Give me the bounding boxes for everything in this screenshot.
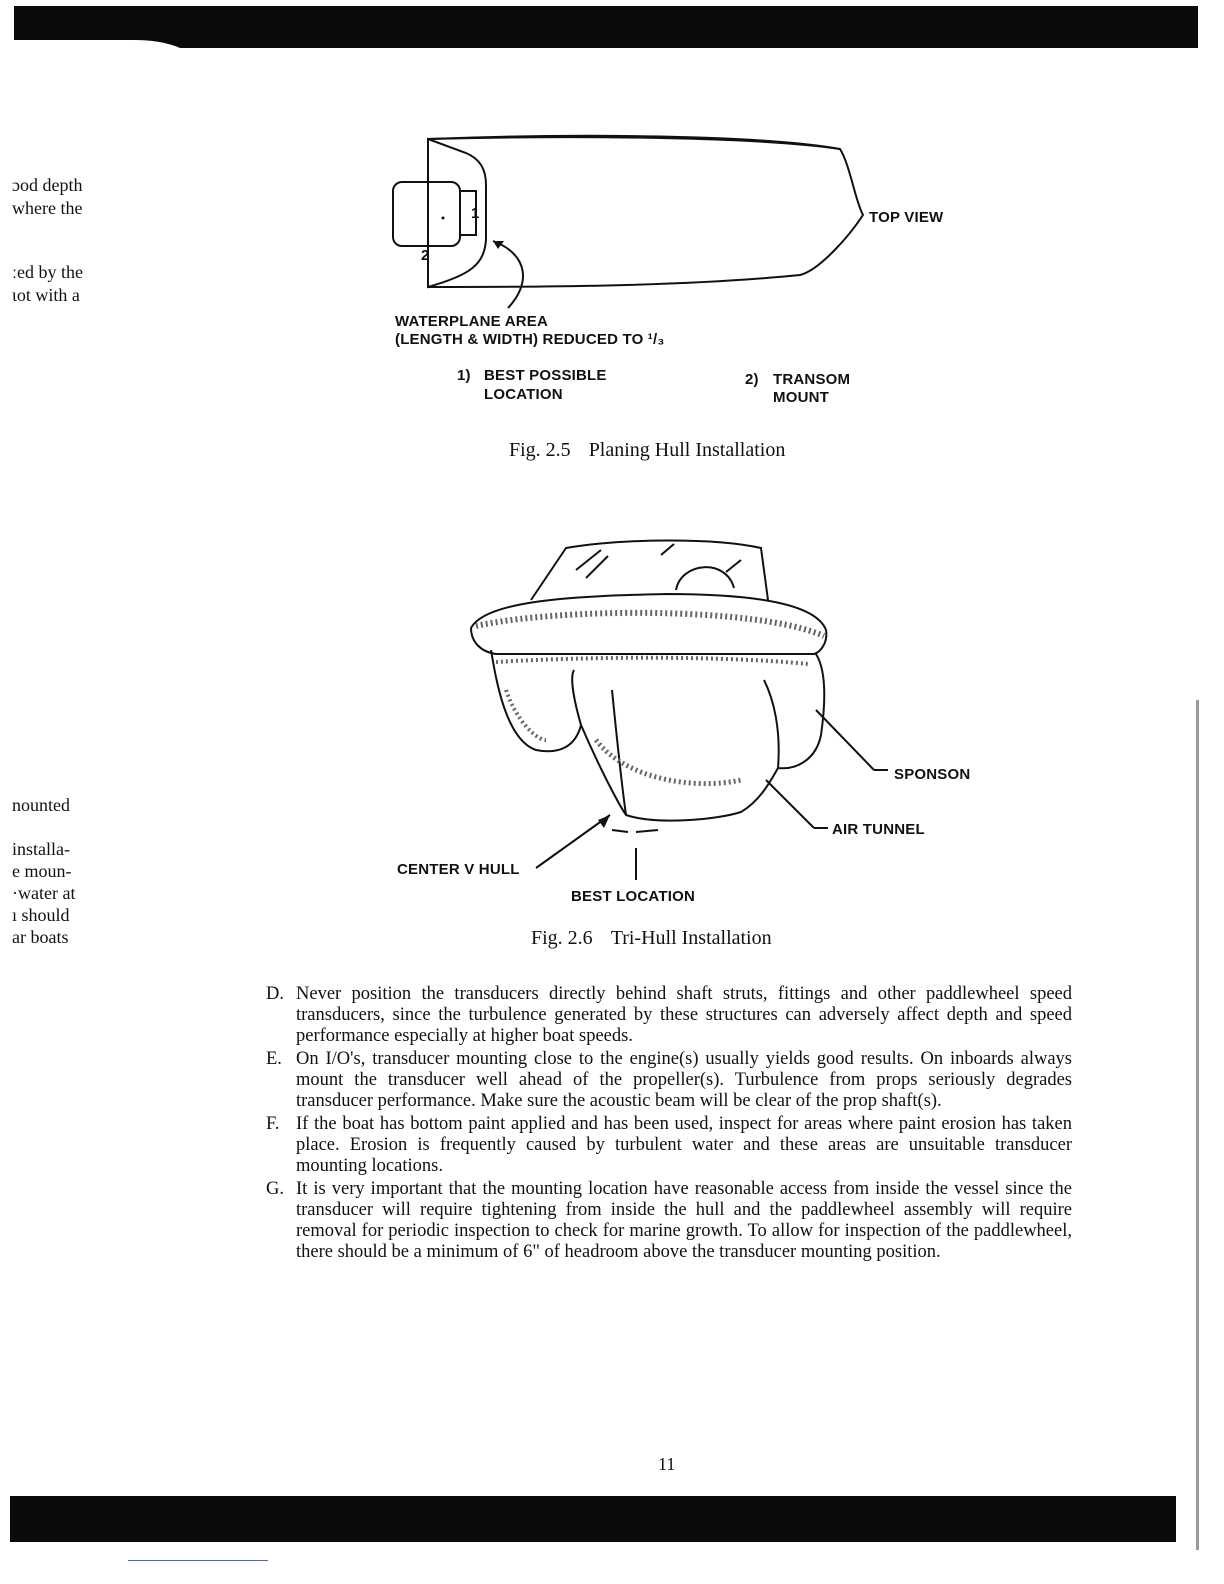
- list-item: [266, 1179, 1072, 1263]
- air-tunnel-label: AIR TUNNEL: [832, 821, 925, 838]
- margin-fragment: ɩot with a: [12, 285, 80, 305]
- fig-2-5-title: Planing Hull Installation: [588, 439, 786, 461]
- margin-fragment: ·water at: [12, 883, 76, 903]
- tri-hull-bottom: [491, 650, 824, 821]
- list-item-text: On I/O's, transducer mounting close to the engine(s) usually yields good results. On inboards always mount the transducer well ahead of the propeller(s). Turbulence from props seriously degrades transducer performance. Make sure the acoustic beam will be clear of the prop shaft(s).: [296, 1049, 1072, 1111]
- margin-fragment: e moun-: [12, 861, 72, 881]
- list-item-letter: F.: [266, 1114, 280, 1134]
- installation-guidelines-list: [266, 984, 1072, 1265]
- transom-number: 2): [745, 371, 759, 388]
- list-item-letter: E.: [266, 1049, 282, 1069]
- top-bar-notch: [14, 40, 194, 62]
- margin-fragment: ːed by the: [12, 262, 83, 282]
- hull-outline: [428, 137, 863, 287]
- list-item-letter: D.: [266, 984, 284, 1004]
- best-location-number: 1): [457, 367, 471, 384]
- margin-fragment: ı should: [12, 905, 70, 925]
- list-item-text: Never position the transducers directly behind shaft struts, fittings and other paddlewheel speed transducers, since the turbulence generated by these structures can adversely affect depth and speed performance especially at higher boat speeds.: [296, 984, 1072, 1046]
- marker-1: 1: [471, 205, 480, 222]
- windshield: [531, 541, 768, 601]
- best-location-line1: BEST POSSIBLE: [484, 367, 607, 384]
- marker-2: 2: [421, 247, 430, 264]
- margin-fragment: ar boats: [12, 927, 69, 947]
- top-view-label: TOP VIEW: [869, 209, 944, 226]
- sponson-label: SPONSON: [894, 766, 971, 783]
- best-location-label: BEST LOCATION: [571, 888, 695, 905]
- waterplane-label-line2: (LENGTH & WIDTH) REDUCED TO ¹/₃: [395, 331, 665, 348]
- steering-wheel: [676, 567, 734, 590]
- list-item: [266, 1049, 1072, 1112]
- best-location-line2: LOCATION: [484, 386, 563, 403]
- fig-2-6-title: Tri-Hull Installation: [610, 927, 772, 949]
- sponson-leader: [816, 710, 874, 770]
- list-item: [266, 1114, 1072, 1177]
- transom-line2: MOUNT: [773, 389, 829, 406]
- page-number: 11: [658, 1454, 676, 1474]
- fig-2-5-caption: [509, 439, 785, 462]
- top-scan-bar: [14, 6, 1198, 48]
- right-page-edge: [1196, 700, 1199, 1550]
- list-item-letter: G.: [266, 1179, 284, 1199]
- margin-fragment: nounted: [12, 795, 70, 815]
- list-item-text: If the boat has bottom paint applied and has been used, inspect for areas where paint erosion has taken place. Erosion is frequently caused by turbulent water and these areas are unsuitable transducer mounting locations.: [296, 1114, 1072, 1176]
- margin-fragment: installa-: [12, 839, 70, 859]
- planing-hull-top-view-drawing: [380, 125, 880, 315]
- air-tunnel-leader: [766, 780, 814, 828]
- center-v-hull-leader: [536, 815, 610, 868]
- list-item: [266, 984, 1072, 1047]
- footer-rule: [128, 1560, 268, 1561]
- deck-rail: [471, 594, 826, 654]
- waterplane-label-line1: WATERPLANE AREA: [395, 313, 548, 330]
- fig-2-6-caption: [531, 927, 772, 950]
- bottom-scan-bar: [10, 1496, 1176, 1542]
- center-v-hull-label: CENTER V HULL: [397, 861, 520, 878]
- list-item-text: It is very important that the mounting location have reasonable access from inside the vessel since the transducer will require tightening from inside the hull and the paddlewheel assembly will require removal for periodic inspection to check for marine growth. To allow for inspection of the paddlewheel, there should be a minimum of 6" of headroom above the transducer mounting position.: [296, 1179, 1072, 1262]
- transom-line1: TRANSOM: [773, 371, 851, 388]
- fig-2-6-number: Fig. 2.6: [531, 927, 593, 949]
- fig-2-5-number: Fig. 2.5: [509, 439, 571, 461]
- transducer-box-2: [393, 182, 460, 246]
- margin-fragment: where the: [12, 198, 83, 218]
- margin-fragment: ɔod depth: [12, 175, 83, 195]
- waterplane-pointer-arrow: [493, 241, 523, 308]
